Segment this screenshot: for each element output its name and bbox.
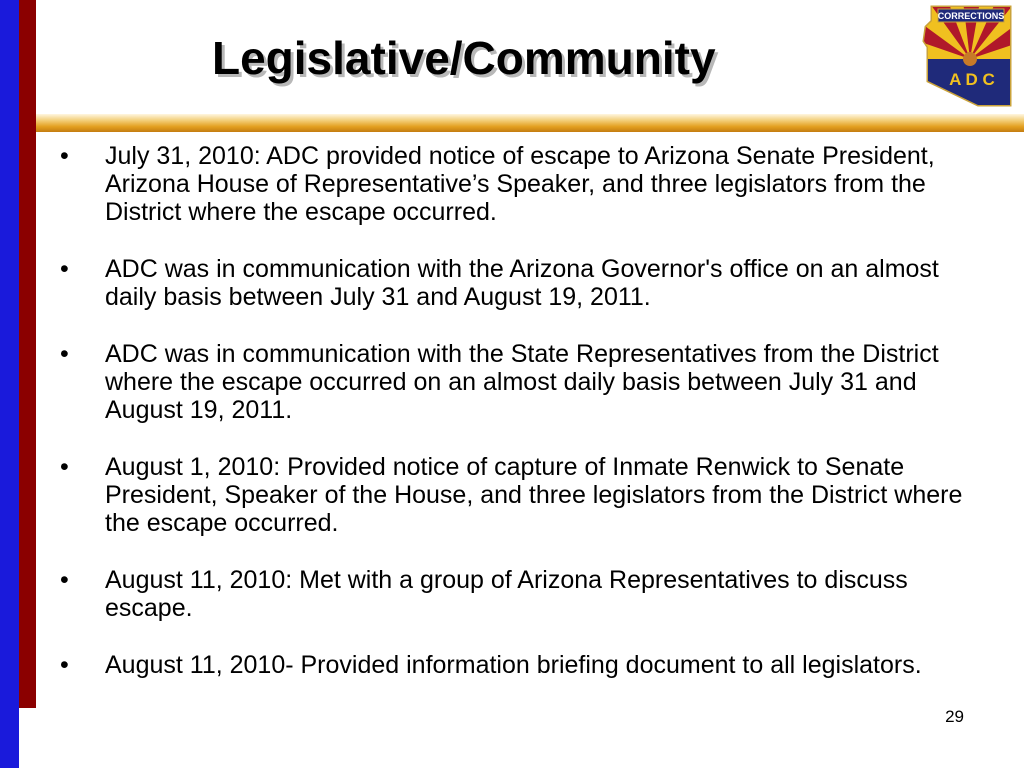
left-stripe-red <box>19 0 36 708</box>
bullet-dot: • <box>60 340 69 368</box>
bullet-text: ADC was in communication with the Arizona Governor's office on an almost daily basis between July 31 and August 19, 2011. <box>105 255 939 311</box>
bullet-dot: • <box>60 566 69 594</box>
bullet-dot: • <box>60 651 69 679</box>
title-divider <box>36 114 1024 132</box>
bullet-list <box>56 142 976 708</box>
logo-top-text: CORRECTIONS <box>937 11 1005 21</box>
bullet-item <box>56 651 976 679</box>
adc-corrections-logo <box>918 1 1018 113</box>
bullet-text: ADC was in communication with the State Representatives from the District where the escape occurred on an almost daily basis between July 31 and August 19, 2011. <box>105 340 939 424</box>
bullet-item <box>56 566 976 622</box>
bullet-item <box>56 255 976 311</box>
bullet-text: July 31, 2010: ADC provided notice of escape to Arizona Senate President, Arizona House of Representative’s Speaker, and three legislators from the District where the escape occurred. <box>105 142 935 226</box>
bullet-text: August 11, 2010: Met with a group of Arizona Representatives to discuss escape. <box>105 566 908 622</box>
left-stripe-blue <box>0 0 19 768</box>
bullet-item <box>56 453 976 537</box>
bullet-dot: • <box>60 255 69 283</box>
bullet-dot: • <box>60 142 69 170</box>
bullet-text: August 11, 2010- Provided information briefing document to all legislators. <box>105 651 922 679</box>
bullet-item <box>56 340 976 424</box>
bullet-item <box>56 142 976 226</box>
logo-bottom-text: A D C <box>949 70 995 89</box>
bullet-dot: • <box>60 453 69 481</box>
page-number: 29 <box>945 707 964 726</box>
bullet-text: August 1, 2010: Provided notice of capture of Inmate Renwick to Senate President, Speaker of the House, and three legislators from the District where the escape occurred. <box>105 453 963 537</box>
slide-title: Legislative/Community <box>212 32 716 84</box>
